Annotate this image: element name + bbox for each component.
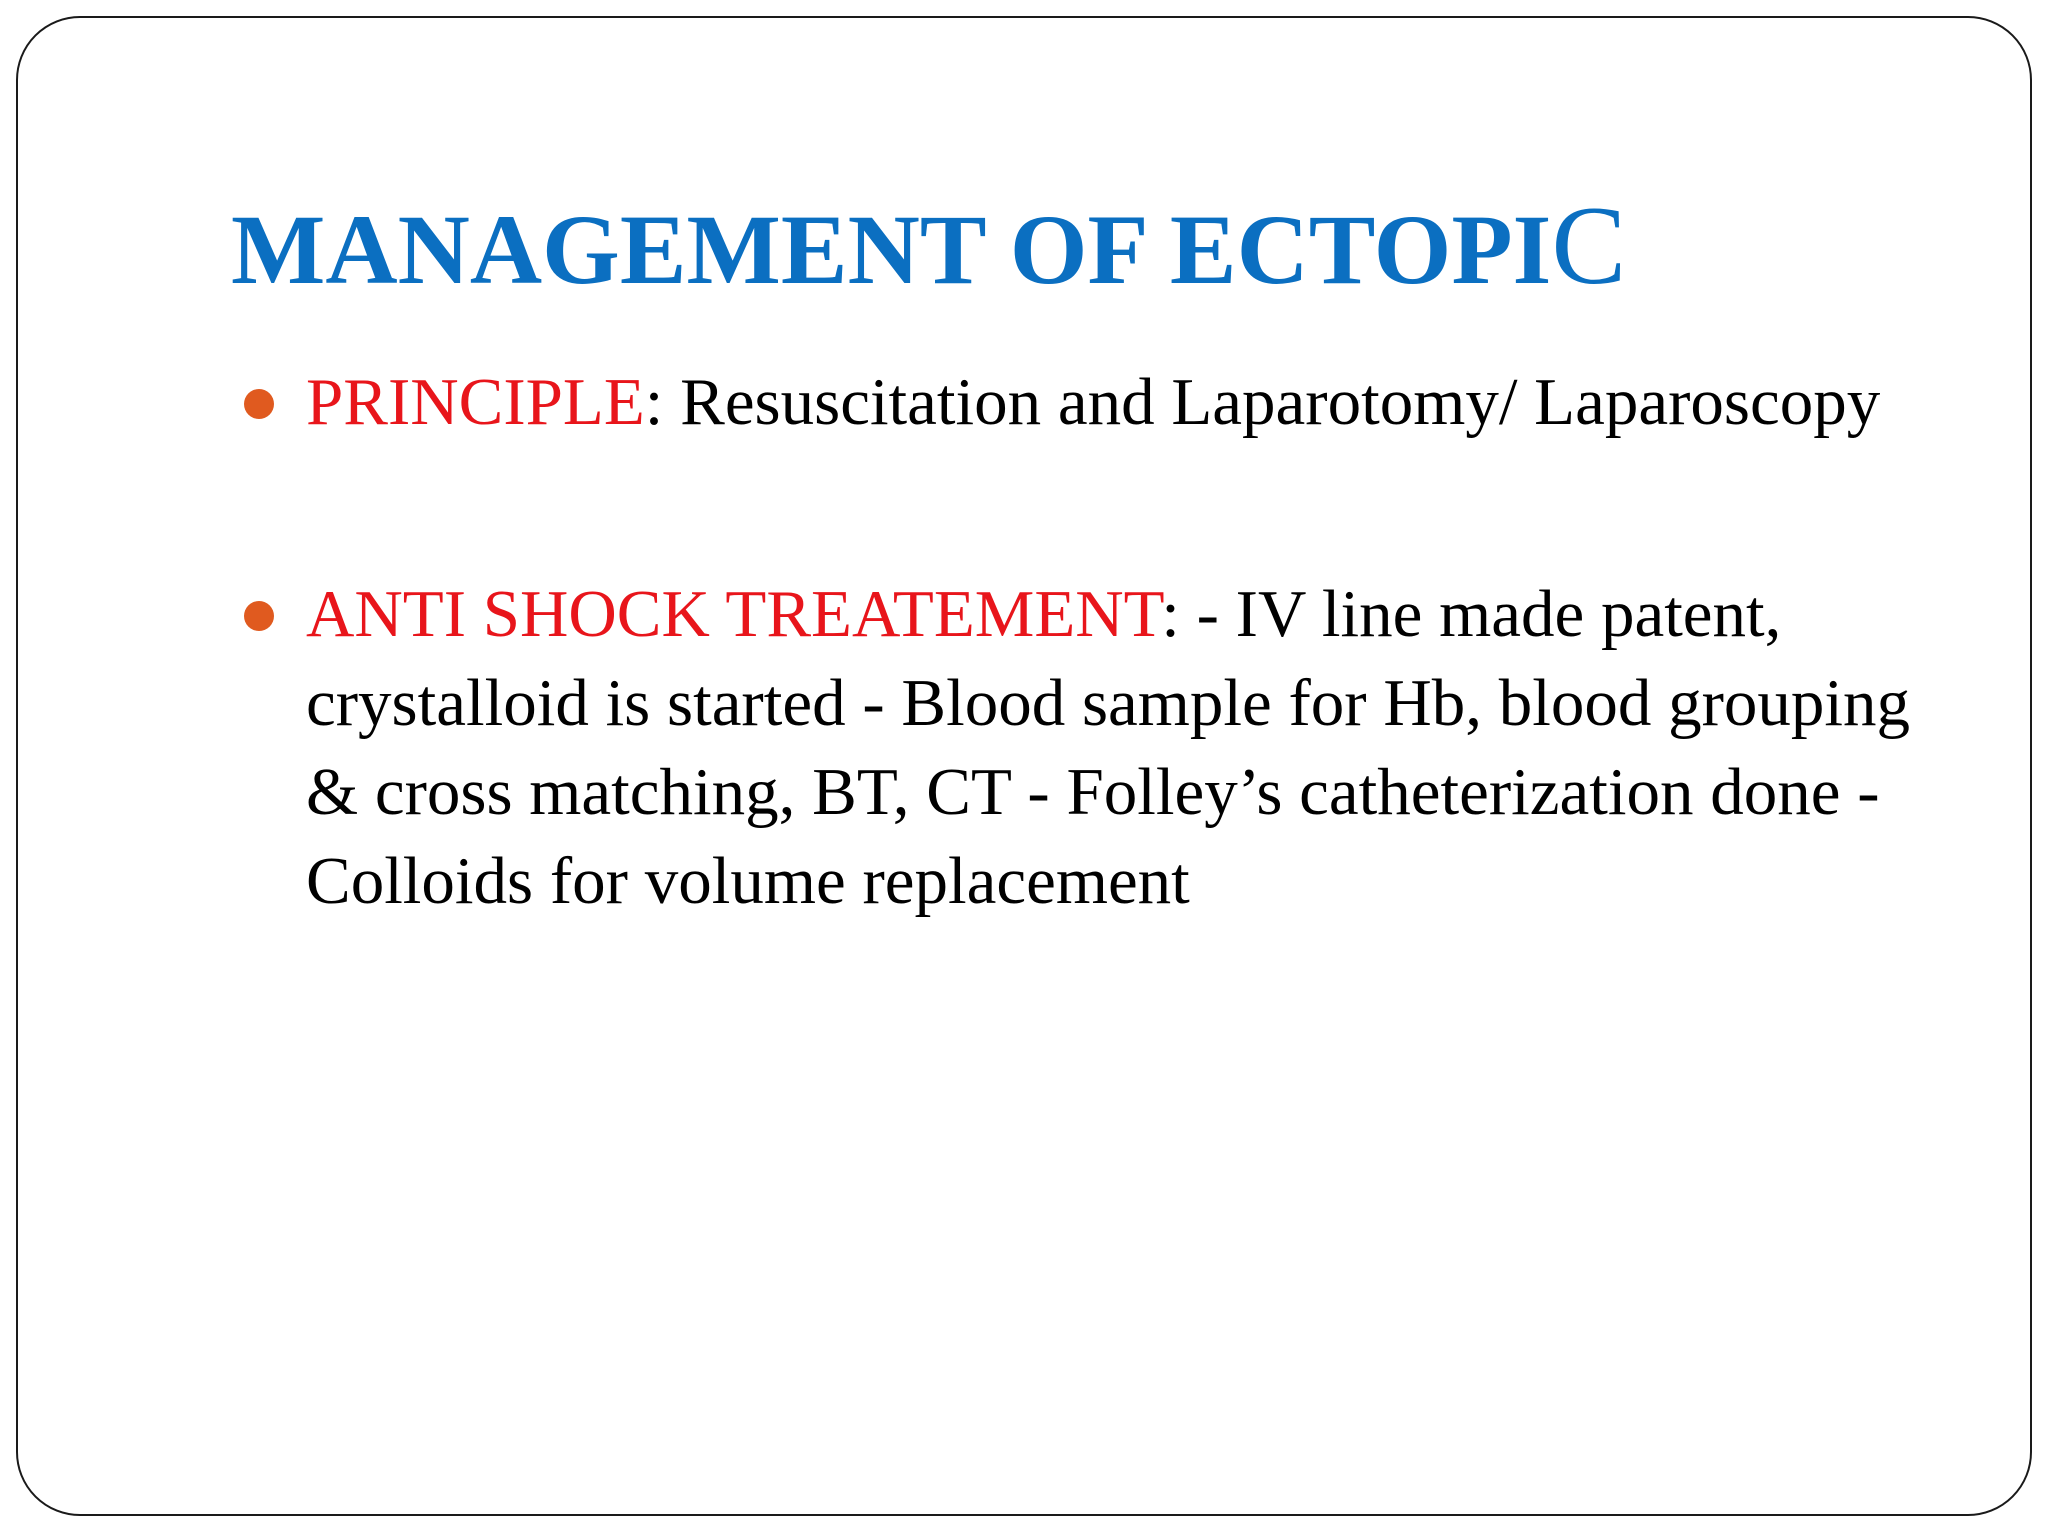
- bullet-list: [244, 358, 1964, 926]
- slide-title-main: MANAGEMENT OF ECTOPI: [231, 194, 1552, 305]
- bullet-text-principle: : Resuscitation and Laparotomy/ Laparoscopy: [644, 365, 1881, 439]
- bullet-item-anti-shock: [244, 570, 1964, 926]
- bullet-label-principle: PRINCIPLE: [306, 365, 645, 439]
- slide-title-last-letter: C: [1551, 184, 1627, 308]
- bullet-item-principle: [244, 358, 1964, 447]
- slide-title: [231, 184, 1627, 308]
- bullet-dot-icon: [244, 601, 274, 631]
- bullet-label-anti-shock: ANTI SHOCK TREATEMENT: [306, 577, 1162, 651]
- slide-frame: [16, 16, 2032, 1516]
- bullet-text-anti-shock: : - IV line made patent, crystalloid is started - Blood sample for Hb, blood grouping & cross matching, BT, CT - Folley’s catheterization done - Colloids for volume replacement: [306, 577, 1911, 918]
- bullet-dot-icon: [244, 389, 274, 419]
